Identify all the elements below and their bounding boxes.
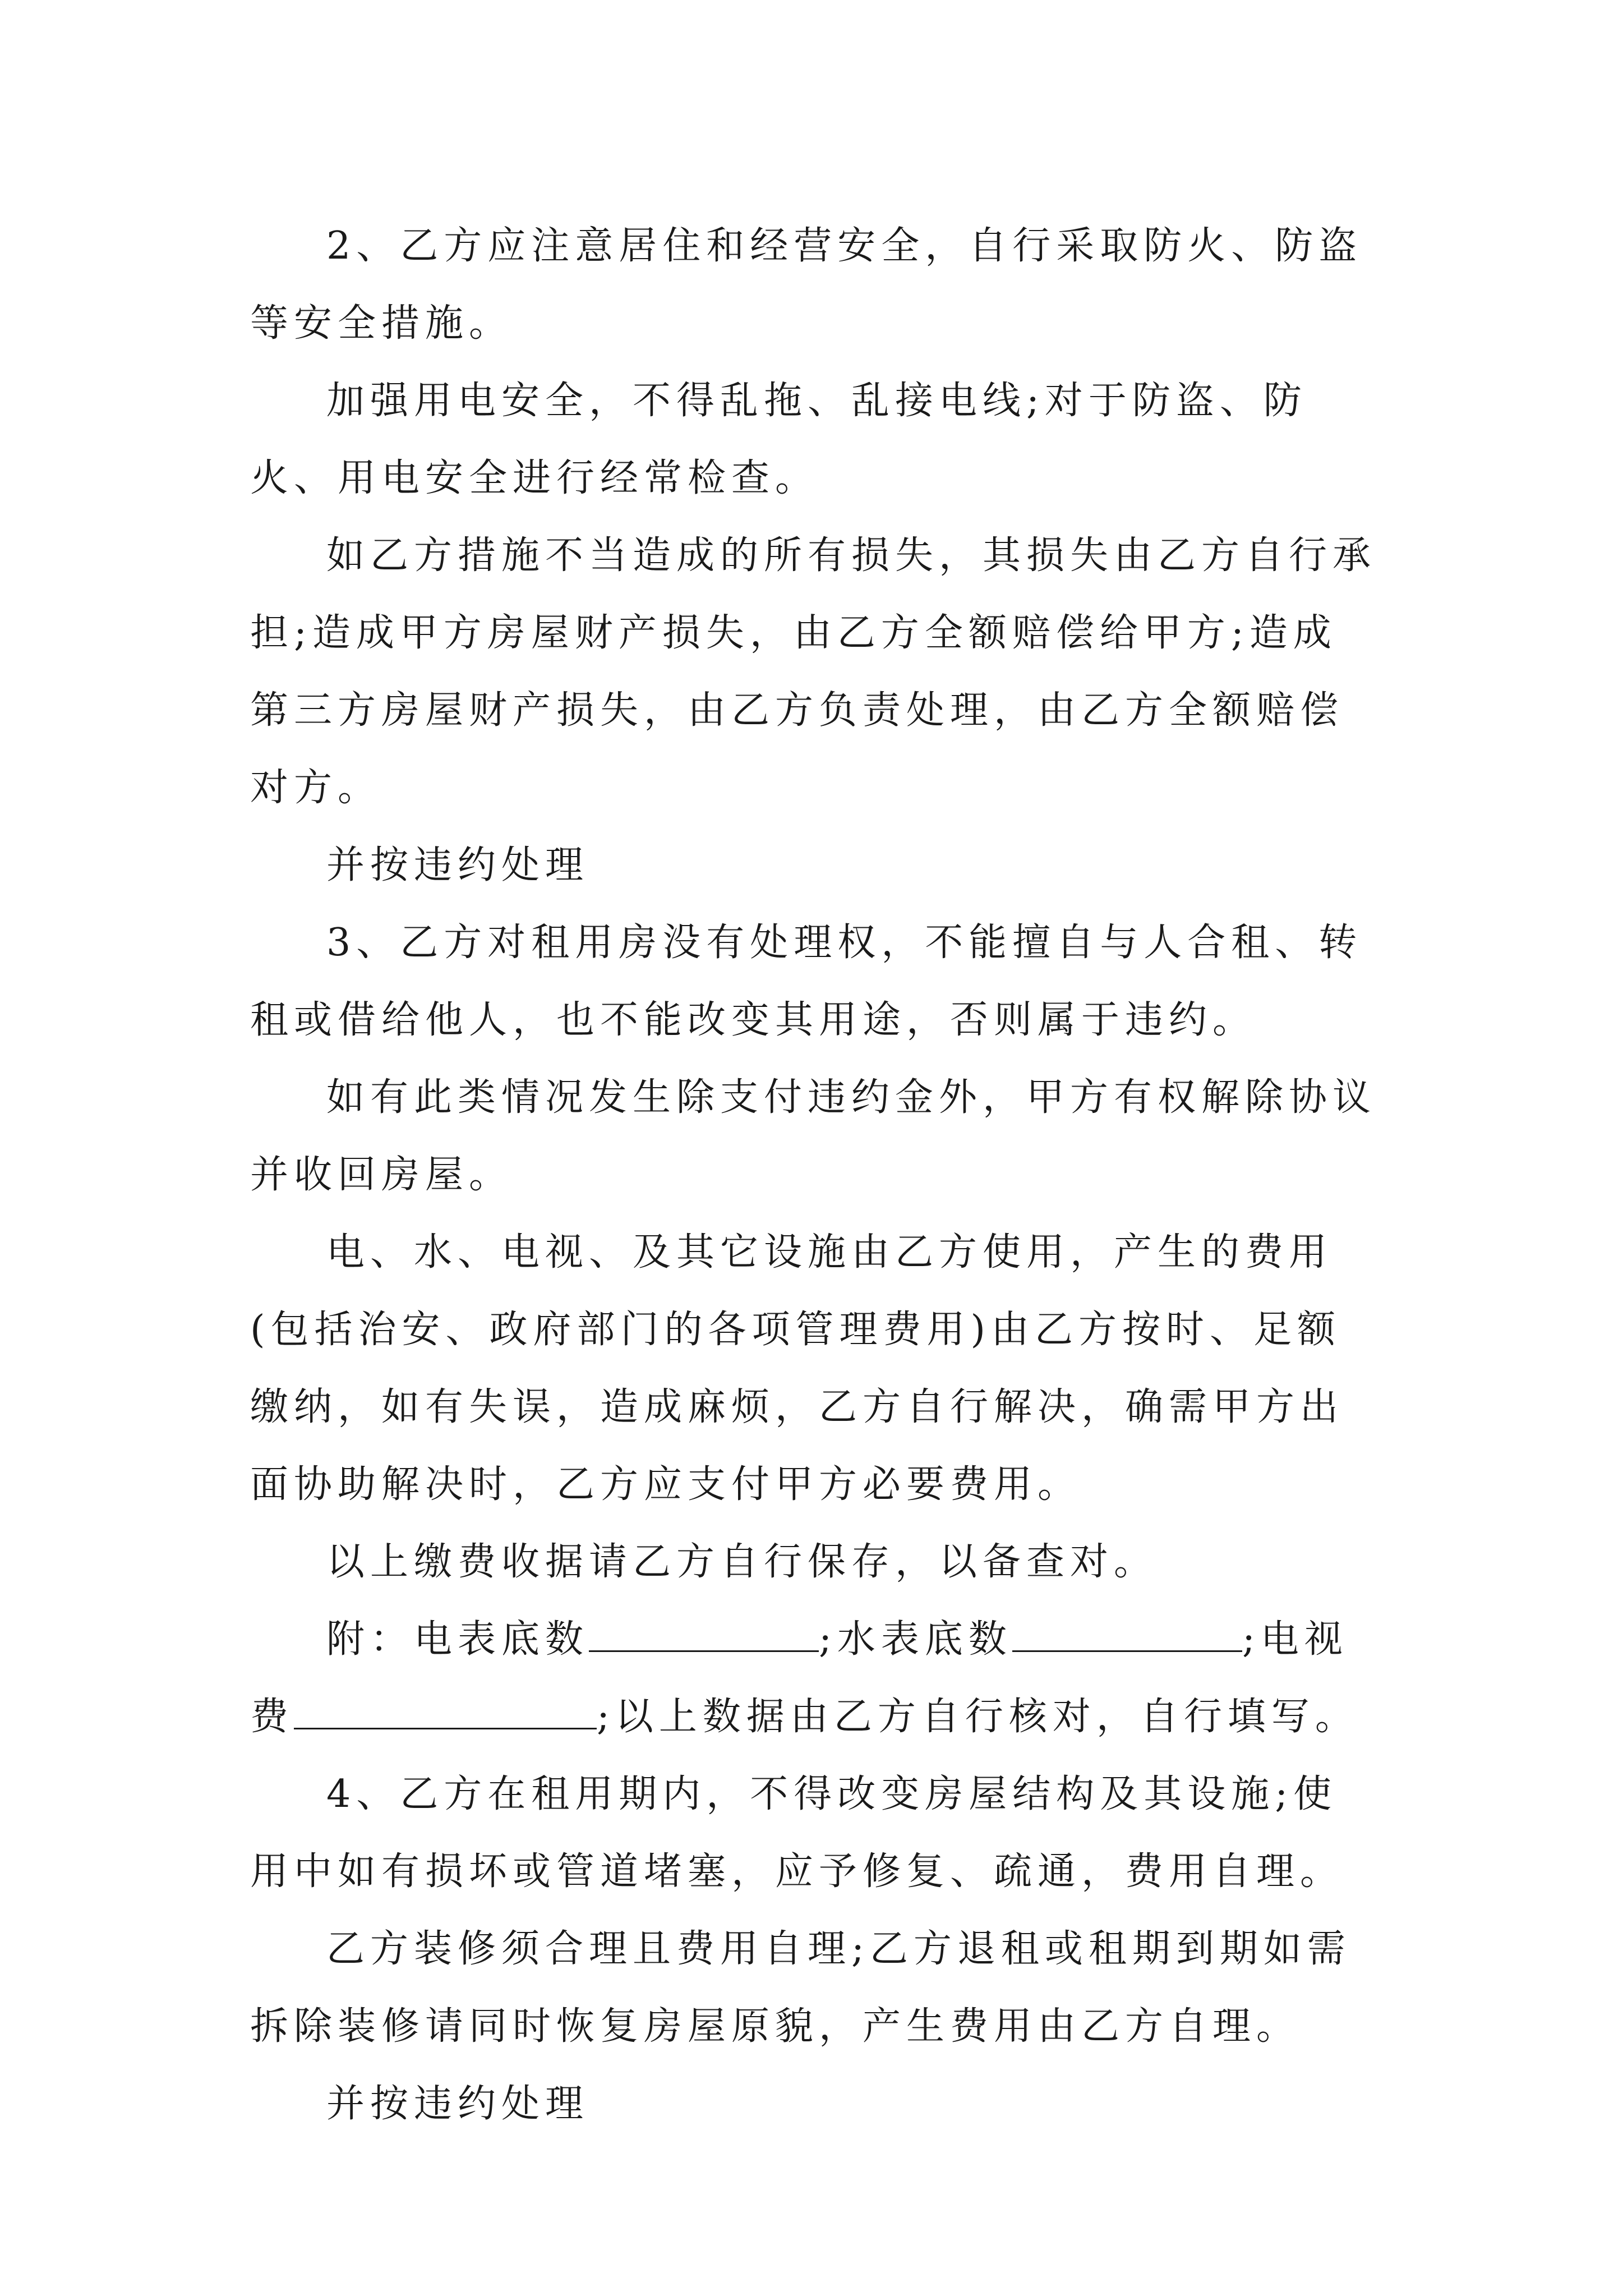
paragraph-loss-liability: 如乙方措施不当造成的所有损失，其损失由乙方自行承担;造成甲方房屋财产损失，由乙方全额赔偿给甲方;造成第三方房屋财产损失，由乙方负责处理，由乙方全额赔偿对方。 [250, 533, 1377, 810]
paragraph-electric-safety: 加强用电安全，不得乱拖、乱接电线;对于防盗、防火、用电安全进行经常检查。 [250, 379, 1307, 500]
appendix-prefix: 附：电表底数 [326, 1617, 589, 1662]
paragraph-termination: 如有此类情况发生除支付违约金外，甲方有权解除协议并收回房屋。 [250, 1075, 1377, 1197]
paragraph-receipts: 以上缴费收据请乙方自行保存，以备查对。 [326, 1540, 1158, 1584]
paragraph-breach-note-1: 并按违约处理 [326, 843, 589, 887]
tv-fee-blank[interactable] [294, 1694, 597, 1729]
water-meter-blank[interactable] [1012, 1617, 1242, 1652]
paragraph-clause-3: 3、乙方对租用房没有处理权，不能擅自与人合租、转租或借给他人，也不能改变其用途，否则属于违约。 [250, 921, 1363, 1042]
paragraph-clause-4: 4、乙方在租用期内，不得改变房屋结构及其设施;使用中如有损坏或管道堵塞，应予修复、疏通，费用自理。 [250, 1772, 1344, 1894]
appendix-suffix: ;以上数据由乙方自行核对，自行填写。 [597, 1695, 1359, 1739]
paragraph-breach-note-2: 并按违约处理 [326, 2082, 589, 2126]
document-body [250, 208, 1377, 2143]
electric-meter-blank[interactable] [589, 1617, 819, 1652]
appendix-separator-water: ;水表底数 [819, 1617, 1012, 1662]
paragraph-clause-2: 2、乙方应注意居住和经营安全，自行采取防火、防盗等安全措施。 [250, 224, 1363, 346]
paragraph-appendix-readings [250, 1601, 1377, 1756]
appendix-separator-tv: ;电视费 [250, 1617, 1348, 1739]
paragraph-utilities-fees: 电、水、电视、及其它设施由乙方使用，产生的费用(包括治安、政府部门的各项管理费用)由乙方按时、足额缴纳，如有失误，造成麻烦，乙方自行解决，确需甲方出面协助解决时，乙方应支付甲方必要费用。 [250, 1230, 1344, 1507]
paragraph-renovation: 乙方装修须合理且费用自理;乙方退租或租期到期如需拆除装修请同时恢复房屋原貌，产生费用由乙方自理。 [250, 1927, 1351, 2049]
